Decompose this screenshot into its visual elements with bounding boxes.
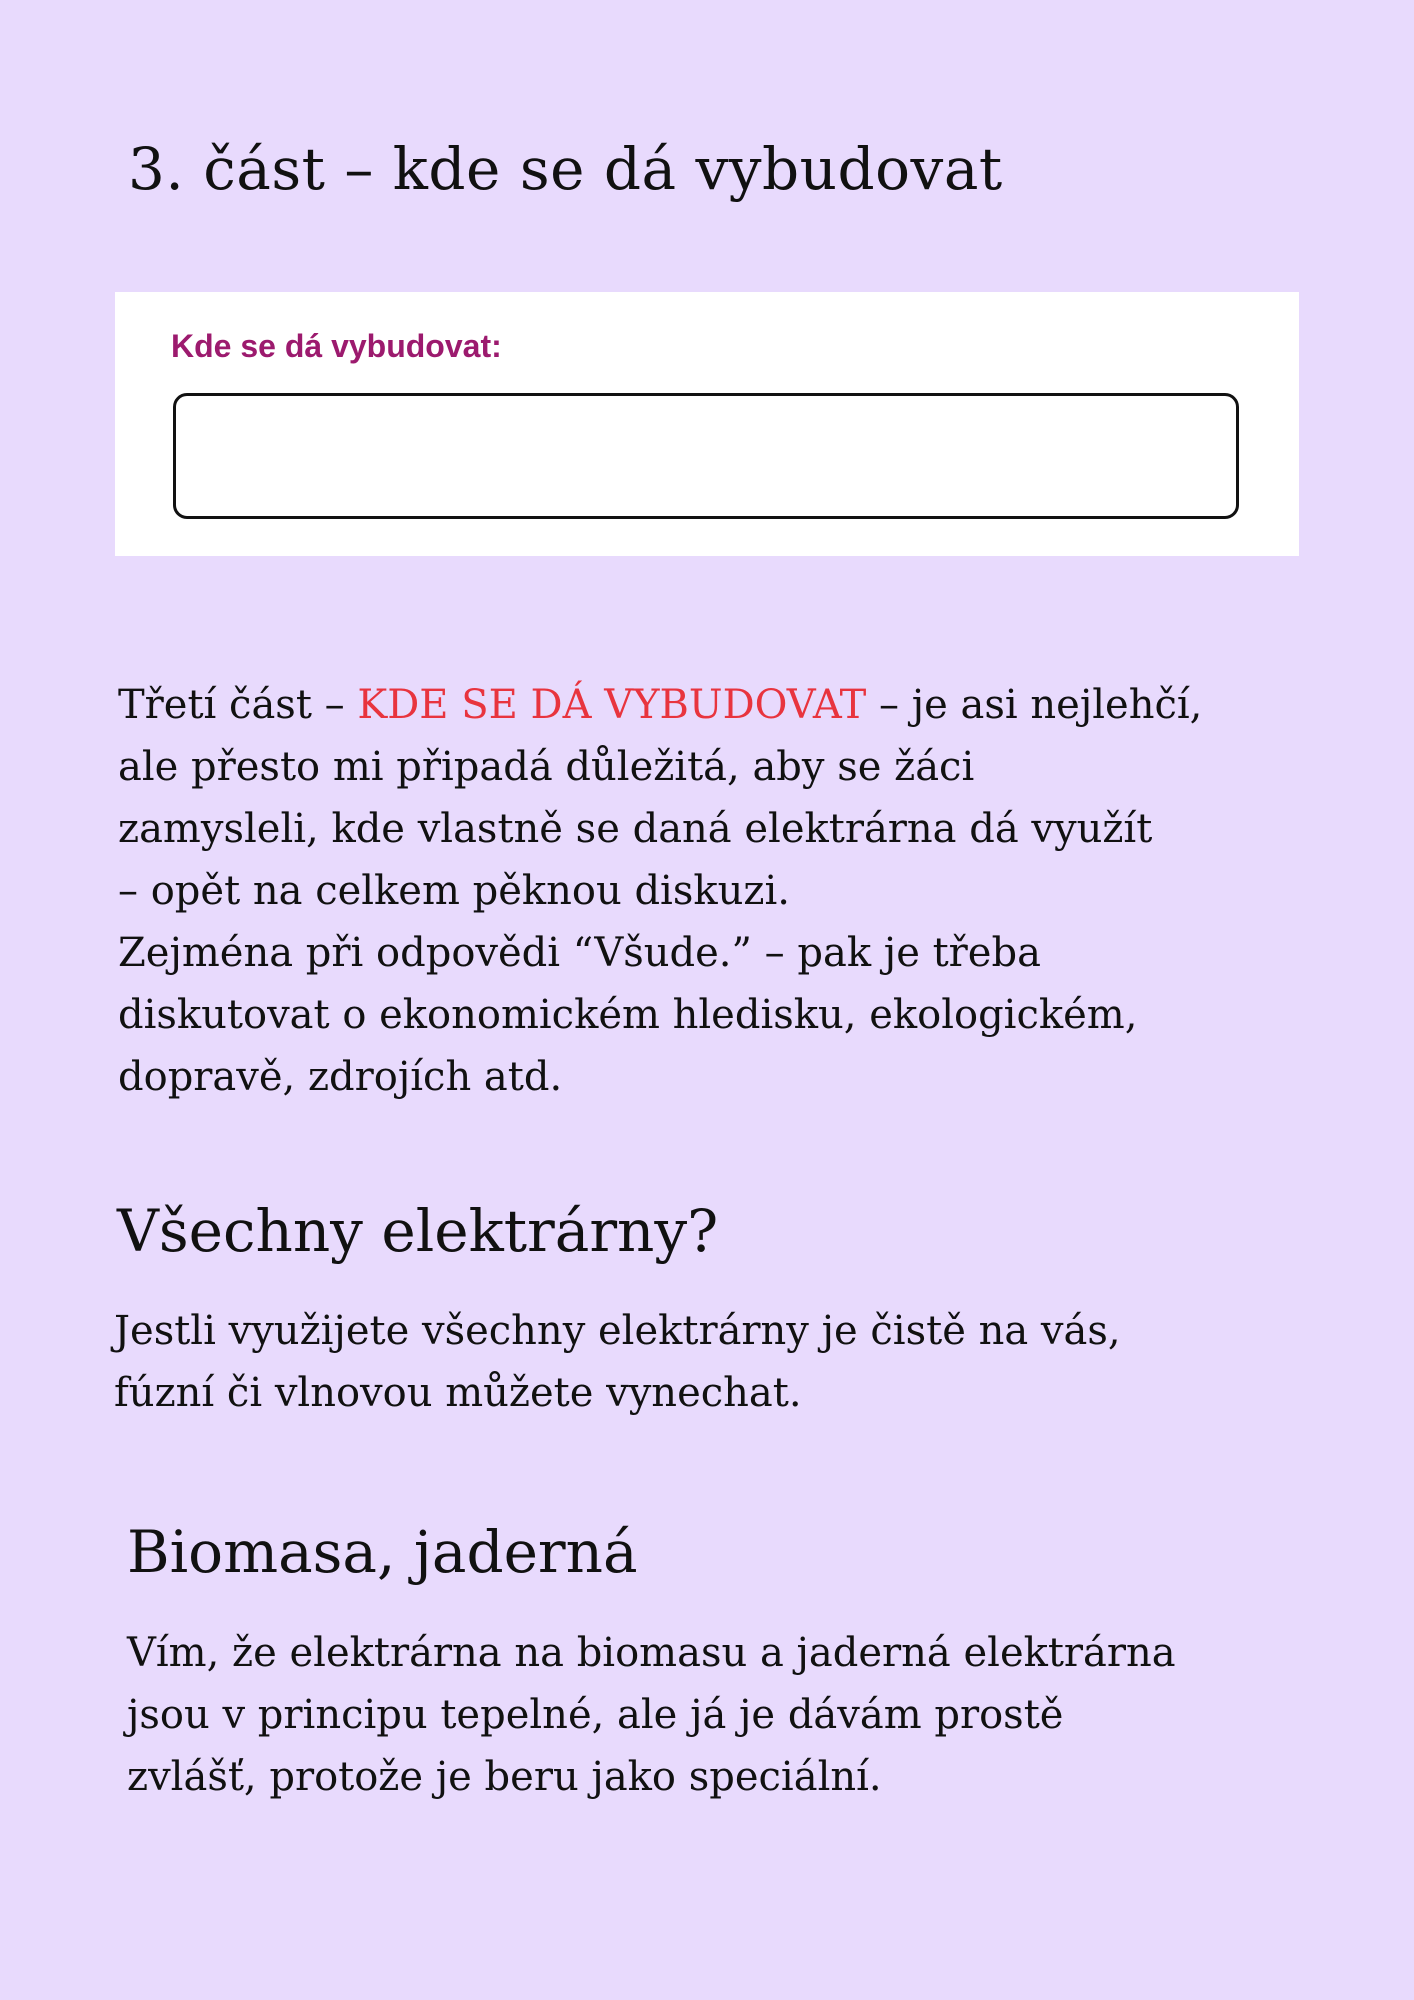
answer-field[interactable] <box>173 393 1239 519</box>
answer-form-card <box>115 292 1299 556</box>
answer-field-label: Kde se dá vybudovat: <box>171 328 502 364</box>
all-plants-line-1: Jestli využijete všechny elektrárny je čistě na vás, <box>114 1308 1121 1354</box>
biomass-line-3: zvlášť, protože je beru jako speciální. <box>127 1754 882 1800</box>
biomass-line-1: Vím, že elektrárna na biomasu a jaderná elektrárna <box>127 1630 1176 1676</box>
intro-highlight: KDE SE DÁ VYBUDOVAT <box>357 682 867 728</box>
biomass-heading: Biomasa, jaderná <box>127 1518 638 1586</box>
page-title: 3. část – kde se dá vybudovat <box>128 135 1003 203</box>
intro-line-1-suffix: – je asi nejlehčí, <box>866 682 1203 728</box>
all-plants-paragraph <box>114 1300 1374 1424</box>
intro-line-5: Zejména při odpovědi “Všude.” – pak je třeba <box>118 930 1041 976</box>
intro-line-3: zamysleli, kde vlastně se daná elektrárna dá využít <box>118 806 1153 852</box>
all-plants-heading: Všechny elektrárny? <box>117 1197 719 1265</box>
intro-line-2: ale přesto mi připadá důležitá, aby se žáci <box>118 744 975 790</box>
intro-paragraph <box>118 674 1358 1108</box>
all-plants-line-2: fúzní či vlnovou můžete vynechat. <box>114 1370 802 1416</box>
intro-line-1-prefix: Třetí část – <box>118 682 358 728</box>
biomass-line-2: jsou v principu tepelné, ale já je dávám prostě <box>127 1692 1064 1738</box>
intro-line-6: diskutovat o ekonomickém hledisku, ekologickém, <box>118 992 1138 1038</box>
intro-line-4: – opět na celkem pěknou diskuzi. <box>118 868 790 914</box>
intro-line-7: dopravě, zdrojích atd. <box>118 1054 563 1100</box>
biomass-paragraph <box>127 1622 1377 1808</box>
